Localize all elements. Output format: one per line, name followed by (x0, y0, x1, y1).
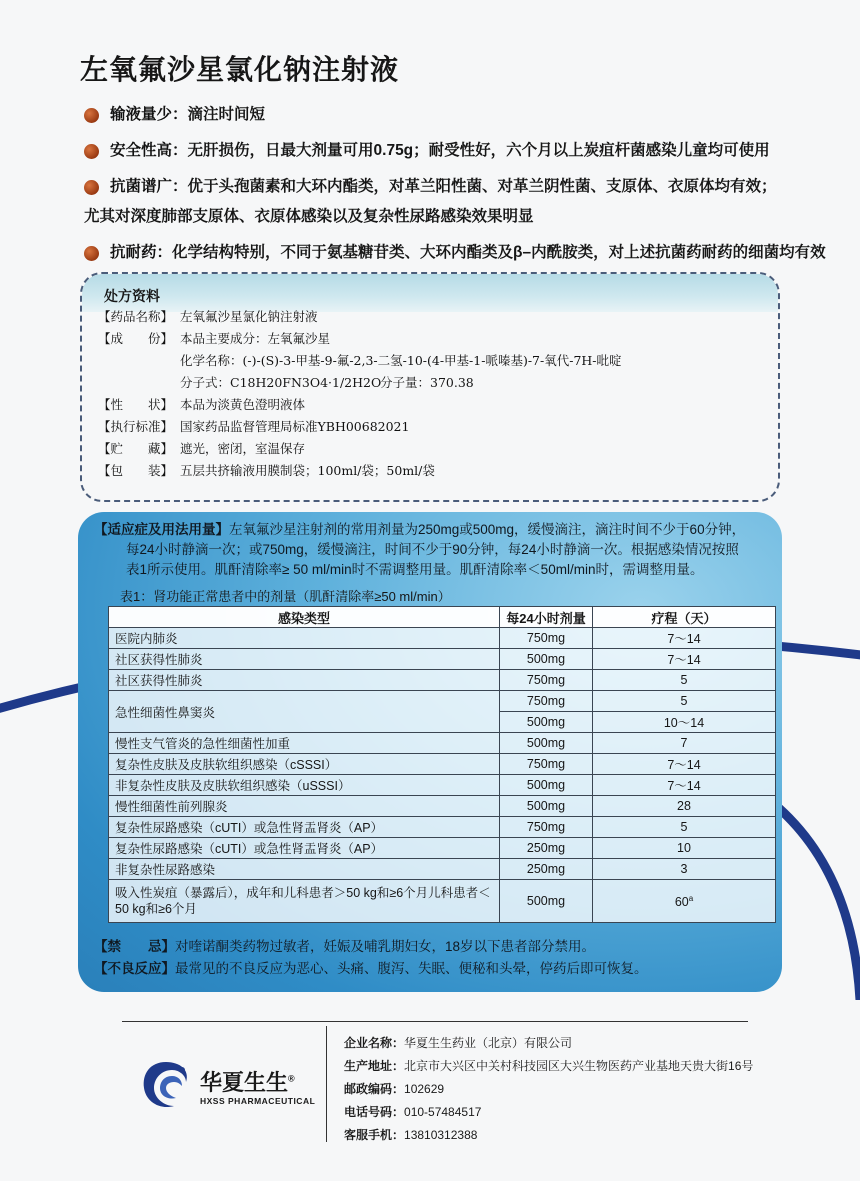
feature-list (84, 100, 844, 274)
prescription-box (80, 272, 780, 502)
prescription-header: 处方资料 (104, 288, 160, 304)
rx-key: 【贮 藏】 (98, 441, 174, 456)
rx-key: 【性 状】 (98, 397, 174, 412)
course-cell: 5 (593, 817, 776, 838)
dose-cell: 500mg (500, 796, 593, 817)
infection-type-cell: 社区获得性肺炎 (109, 670, 500, 691)
rx-row-composition (98, 328, 758, 350)
dose-cell: 500mg (500, 649, 593, 670)
column-header: 感染类型 (109, 607, 500, 628)
table-header-row (109, 607, 776, 628)
course-cell: 3 (593, 859, 776, 880)
feature-item (84, 100, 844, 130)
rx-value: 左氧氟沙星氯化钠注射液 (180, 309, 318, 324)
course-cell (593, 880, 776, 923)
feature-text: 化学结构特别，不同于氨基糖苷类、大环内酯类及β–内酰胺类，对上述抗菌药耐药的细菌均有效 (172, 244, 826, 261)
indications-text (94, 520, 774, 580)
bullet-dot-icon (84, 144, 99, 159)
table-row (109, 691, 776, 712)
feature-label: 输液量少： (110, 106, 188, 123)
adverse-tag: 【不良反应】 (94, 961, 175, 976)
dose-cell: 750mg (500, 817, 593, 838)
table-row (109, 628, 776, 649)
footer-divider (122, 1021, 748, 1022)
dose-cell: 500mg (500, 733, 593, 754)
table-caption: 表1：肾功能正常患者中的剂量（肌酐清除率≥50 ml/min） (120, 589, 451, 604)
info-key: 客服手机： (344, 1128, 405, 1142)
rx-row-storage (98, 438, 758, 460)
indications-line: 左氧氟沙星注射剂的常用剂量为250mg或500mg，缓慢滴注，滴注时间不少于60分钟， (229, 522, 746, 537)
dose-cell: 250mg (500, 838, 593, 859)
column-header: 每24小时剂量 (500, 607, 593, 628)
rx-molecular-weight: 分子量：370.38 (380, 375, 474, 390)
course-cell: 7～14 (593, 649, 776, 670)
bullet-dot-icon (84, 108, 99, 123)
bullet-dot-icon (84, 246, 99, 261)
course-cell: 7～14 (593, 628, 776, 649)
dosage-table (108, 606, 776, 923)
dose-cell: 500mg (500, 880, 593, 923)
table-row (109, 733, 776, 754)
bullet-dot-icon (84, 180, 99, 195)
rx-row-properties (98, 394, 758, 416)
feature-text: 无肝损伤，日最大剂量可用0.75g；耐受性好，六个月以上炭疽杆菌感染儿童均可使用 (187, 142, 770, 159)
dose-cell: 500mg (500, 775, 593, 796)
table-row (109, 754, 776, 775)
course-cell: 5 (593, 691, 776, 712)
infection-type-cell: 非复杂性尿路感染 (109, 859, 500, 880)
rx-value: 本品主要成分：左氧氟沙星 (180, 331, 331, 346)
table-row (109, 817, 776, 838)
company-logo-icon (136, 1056, 196, 1116)
feature-item (84, 136, 844, 166)
table-row (109, 880, 776, 923)
infection-type-cell: 社区获得性肺炎 (109, 649, 500, 670)
table-row (109, 838, 776, 859)
rx-key: 【成 份】 (98, 331, 174, 346)
rx-row-standard (98, 416, 758, 438)
rx-value: 化学名称：(-)-(S)-3-甲基-9-氟-2,3-二氢-10-(4-甲基-1-哌嗪基)-7-氧代-7H-吡啶 (180, 353, 622, 368)
table-row (109, 649, 776, 670)
dose-cell: 750mg (500, 670, 593, 691)
rx-row-chem-name (98, 350, 758, 372)
indications-tag: 【适应症及用法用量】 (94, 522, 229, 537)
course-cell: 28 (593, 796, 776, 817)
rx-formula: 分子式：C18H20FN3O4·1/2H2O (180, 375, 382, 390)
rx-row-drug-name (98, 306, 758, 328)
dose-cell: 750mg (500, 754, 593, 775)
rx-value: 遮光，密闭，室温保存 (180, 441, 306, 456)
registered-mark: ® (288, 1073, 295, 1084)
infection-type-cell: 慢性支气管炎的急性细菌性加重 (109, 733, 500, 754)
infection-type-cell: 医院内肺炎 (109, 628, 500, 649)
feature-label: 抗耐药： (110, 244, 173, 261)
table-row (109, 859, 776, 880)
feature-label: 安全性高： (110, 142, 188, 159)
course-value: 60 (674, 895, 689, 910)
contra-text: 对喹诺酮类药物过敏者，妊娠及哺乳期妇女，18岁以下患者部分禁用。 (175, 939, 596, 954)
indications-line: 每24小时静滴一次；或750mg，缓慢滴注，时间不少于90分钟，每24小时静滴一次。根据感染情况按照 (126, 542, 739, 557)
table-row (109, 670, 776, 691)
infection-type-cell: 复杂性尿路感染（cUTI）或急性肾盂肾炎（AP） (109, 817, 500, 838)
feature-text: 优于头孢菌素和大环内酯类，对革兰阳性菌、对革兰阴性菌、支原体、衣原体均有效； (187, 178, 777, 195)
course-cell: 5 (593, 670, 776, 691)
rx-key: 【执行标准】 (98, 419, 174, 434)
feature-item (84, 172, 844, 232)
company-info (344, 1032, 764, 1147)
course-cell: 7 (593, 733, 776, 754)
dose-cell: 500mg (500, 712, 593, 733)
rx-key: 【药品名称】 (98, 309, 174, 324)
dose-cell: 750mg (500, 628, 593, 649)
info-key: 电话号码： (344, 1105, 405, 1119)
rx-value: 五层共挤输液用膜制袋；100ml/袋；50ml/袋 (180, 463, 435, 478)
info-value: 010-57484517 (404, 1105, 482, 1119)
company-logo-english: HXSS PHARMACEUTICAL (200, 1096, 316, 1106)
course-cell: 7～14 (593, 754, 776, 775)
feature-text: 滴注时间短 (187, 106, 266, 123)
info-value: 华夏生生药业（北京）有限公司 (404, 1036, 573, 1050)
info-key: 邮政编码： (344, 1082, 405, 1096)
company-logo-text (200, 1066, 295, 1097)
dose-cell: 750mg (500, 691, 593, 712)
rx-row-package (98, 460, 758, 482)
prescription-rows (98, 306, 758, 482)
infection-type-cell: 慢性细菌性前列腺炎 (109, 796, 500, 817)
rx-row-formula (98, 372, 758, 394)
contra-tag: 【禁 忌】 (94, 939, 175, 954)
feature-text-cont: 尤其对深度肺部支原体、衣原体感染以及复杂性尿路感染效果明显 (84, 208, 534, 225)
logo-name: 华夏生生 (200, 1070, 289, 1095)
table-row (109, 796, 776, 817)
adverse-text: 最常见的不良反应为恶心、头痛、腹泻、失眠、便秘和头晕，停药后即可恢复。 (175, 961, 648, 976)
indications-line: 表1所示使用。肌酐清除率≥ 50 ml/min时不需调整用量。肌酐清除率＜50ml/min时，需调整用量。 (126, 562, 704, 577)
infection-type-cell: 吸入性炭疽（暴露后），成年和儿科患者＞50 kg和≥6个月儿科患者＜50 kg和≥6个月 (109, 880, 500, 923)
course-cell: 10 (593, 838, 776, 859)
infection-type-cell: 复杂性皮肤及皮肤软组织感染（cSSSI） (109, 754, 500, 775)
info-key: 生产地址： (344, 1059, 405, 1073)
info-value: 102629 (404, 1082, 445, 1096)
footnote-mark: a (688, 894, 694, 904)
dose-cell: 250mg (500, 859, 593, 880)
table-row (109, 775, 776, 796)
rx-key: 【包 装】 (98, 463, 174, 478)
page-title: 左氧氟沙星氯化钠注射液 (80, 54, 400, 85)
feature-label: 抗菌谱广： (110, 178, 188, 195)
feature-item (84, 238, 844, 268)
infection-type-cell: 非复杂性皮肤及皮肤软组织感染（uSSSI） (109, 775, 500, 796)
info-key: 企业名称： (344, 1036, 405, 1050)
rx-value: 本品为淡黄色澄明液体 (180, 397, 306, 412)
footer-vertical-divider (326, 1026, 327, 1142)
column-header: 疗程（天） (593, 607, 776, 628)
info-value: 13810312388 (404, 1128, 478, 1142)
infection-type-cell: 复杂性尿路感染（cUTI）或急性肾盂肾炎（AP） (109, 838, 500, 859)
course-cell: 10～14 (593, 712, 776, 733)
rx-value: 国家药品监督管理局标准YBH00682021 (180, 419, 410, 434)
info-value: 北京市大兴区中关村科技园区大兴生物医药产业基地天贵大街16号 (404, 1059, 754, 1073)
contraindications (94, 936, 784, 980)
infection-type-cell: 急性细菌性鼻窦炎 (109, 691, 500, 733)
course-cell: 7～14 (593, 775, 776, 796)
